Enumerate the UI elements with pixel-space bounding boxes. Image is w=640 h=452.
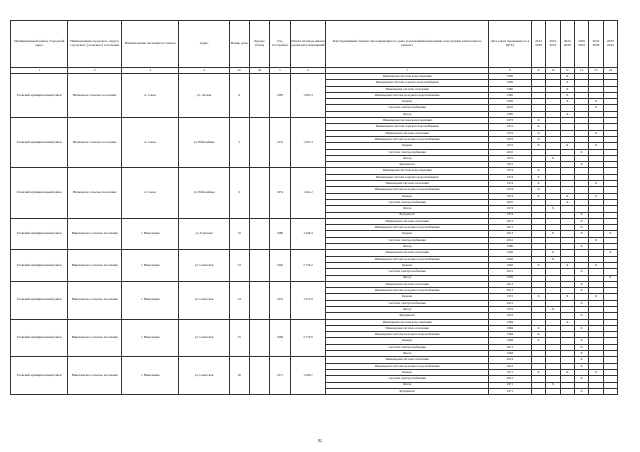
period-mark-cell: X <box>603 231 617 237</box>
build-year-cell: 1986 <box>270 218 290 249</box>
build-year-cell: 1985 <box>270 74 290 118</box>
prior-repair-date-cell: 1972 <box>488 162 531 168</box>
element-cell: Фасад <box>326 382 489 388</box>
period-mark-cell: X <box>589 193 603 199</box>
prior-repair-date-cell: 1985 <box>488 111 531 117</box>
table-body <box>11 74 618 395</box>
element-cell: Фасад <box>326 206 489 212</box>
period-mark-cell: X <box>531 338 545 344</box>
column-number: 4 <box>179 68 229 74</box>
period-mark-cell: X <box>589 181 603 187</box>
column-number: 14 <box>603 68 617 74</box>
header-cell: Корпус (блок) <box>249 21 269 68</box>
period-mark-cell: X <box>560 294 574 300</box>
element-cell: Инженерная система отопления <box>326 325 489 331</box>
period-mark-cell: X <box>574 338 588 344</box>
prior-repair-date-cell: 1992 <box>488 256 531 262</box>
locality-cell: с. Николаевка <box>122 250 179 281</box>
rayon-cell: Еланский муниципальный район <box>11 218 68 249</box>
settlement-cell: Николаевское сельское поселение <box>68 281 122 319</box>
column-number: 10 <box>546 68 560 74</box>
period-mark-cell: X <box>560 111 574 117</box>
element-cell: Система электроснабжения <box>326 149 489 155</box>
element-cell: Инженерная система отопления <box>326 281 489 287</box>
element-cell: Инженерная система отопления <box>326 218 489 224</box>
column-number: 13 <box>589 68 603 74</box>
element-cell: Система электроснабжения <box>326 237 489 243</box>
rayon-cell: Еланский муниципальный район <box>11 250 68 281</box>
period-mark-cell <box>589 388 603 394</box>
prior-repair-date-cell: 1974 <box>488 212 531 218</box>
period-mark-cell <box>603 388 617 394</box>
prior-repair-date-cell: 1992 <box>488 275 531 281</box>
house-number-cell: 10 <box>229 218 249 249</box>
element-cell: Фундамент <box>326 162 489 168</box>
period-mark-cell: X <box>589 262 603 268</box>
area-cell: 1 075.0 <box>290 281 326 319</box>
prior-repair-date-cell: 2013 <box>488 225 531 231</box>
period-mark-cell: X <box>546 206 560 212</box>
locality-cell: п. Сокол <box>122 74 179 118</box>
element-cell: Крыша <box>326 231 489 237</box>
header-cell: 2019 2023 <box>546 21 560 68</box>
period-mark-cell: X <box>589 130 603 136</box>
element-cell: Фасад <box>326 306 489 312</box>
prior-repair-date-cell: 2010 <box>488 149 531 155</box>
period-mark-cell: X <box>574 313 588 319</box>
prior-repair-date-cell: 1972 <box>488 155 531 161</box>
prior-repair-date-cell: 1984 <box>488 332 531 338</box>
element-cell: Инженерная система отопления <box>326 181 489 187</box>
prior-repair-date-cell: 1985 <box>488 74 531 80</box>
element-cell: Инженерная система отопления <box>326 357 489 363</box>
period-mark-cell: X <box>531 174 545 180</box>
period-mark-cell: X <box>546 306 560 312</box>
prior-repair-date-cell: 1971 <box>488 388 531 394</box>
prior-repair-date-cell: 2012 <box>488 300 531 306</box>
locality-cell: с. Николаевка <box>122 218 179 249</box>
element-cell: Инженерная система водоотведения <box>326 118 489 124</box>
element-cell: Инженерная система холодного водоснабжения <box>326 136 489 142</box>
element-cell: Система электроснабжения <box>326 376 489 382</box>
period-mark-cell: X <box>531 262 545 268</box>
period-mark-cell: X <box>589 369 603 375</box>
element-cell: Система электроснабжения <box>326 269 489 275</box>
locality-cell: с. Николаевка <box>122 319 179 357</box>
building-block-cell <box>249 218 269 249</box>
build-year-cell: 1972 <box>270 281 290 319</box>
address-cell: ул. Лесная <box>179 74 229 118</box>
period-mark-cell: X <box>560 369 574 375</box>
period-mark-cell <box>531 388 545 394</box>
prior-repair-date-cell: 2013 <box>488 231 531 237</box>
address-cell: ул. Советская <box>179 319 229 357</box>
prior-repair-date-cell: 2013 <box>488 344 531 350</box>
column-number: 5 <box>270 68 290 74</box>
header-cell: Общая площадь жилых (нежилых) помещений <box>290 21 326 68</box>
header-cell: 2029 2033 <box>574 21 588 68</box>
document-sheet <box>10 20 618 395</box>
settlement-cell: Ничковское сельское поселение <box>68 168 122 218</box>
period-mark-cell <box>560 388 574 394</box>
period-mark-cell: X <box>589 99 603 105</box>
period-mark-cell: X <box>574 162 588 168</box>
period-mark-cell: X <box>574 281 588 287</box>
prior-repair-date-cell: 1971 <box>488 369 531 375</box>
element-cell: Инженерная система холодного водоснабжения <box>326 187 489 193</box>
period-mark-cell: X <box>574 218 588 224</box>
prior-repair-date-cell: 1974 <box>488 174 531 180</box>
header-cell: Дата ранее проведенного в КР Е) <box>488 21 531 68</box>
period-mark-cell: X <box>531 181 545 187</box>
header-cell: Конструктивный элемент многоквартирного дома, подлежащий включению в программу капитального ремонта <box>326 21 489 68</box>
period-mark-cell: X <box>560 193 574 199</box>
period-mark-cell: X <box>560 80 574 86</box>
header-cell: Год постройки <box>270 21 290 68</box>
column-number: 9 <box>531 68 545 74</box>
house-number-cell: 23 <box>229 250 249 281</box>
address-cell: ул. Советская <box>179 281 229 319</box>
prior-repair-date-cell: 1992 <box>488 250 531 256</box>
prior-repair-date-cell: 2010 <box>488 105 531 111</box>
period-mark-cell: X <box>560 92 574 98</box>
header-cell: 2014 2018 <box>531 21 545 68</box>
element-cell: Система электроснабжения <box>326 344 489 350</box>
period-mark-cell: X <box>531 130 545 136</box>
settlement-cell: Ничковское сельское поселение <box>68 118 122 168</box>
prior-repair-date-cell: 1972 <box>488 118 531 124</box>
locality-cell: с. Николаевка <box>122 357 179 395</box>
period-mark-cell: X <box>560 319 574 325</box>
header-cell: 2034 2038 <box>589 21 603 68</box>
house-number-cell: 5 <box>229 118 249 168</box>
period-mark-cell: X <box>531 325 545 331</box>
prior-repair-date-cell: 1974 <box>488 168 531 174</box>
element-cell: Фасад <box>326 244 489 250</box>
settlement-cell: Николаевское сельское поселение <box>68 357 122 395</box>
address-cell: ул. Юбилейная <box>179 118 229 168</box>
column-number: 4б <box>249 68 269 74</box>
building-block-cell <box>249 118 269 168</box>
building-block-cell <box>249 74 269 118</box>
period-mark-cell: X <box>546 250 560 256</box>
area-cell: 2 770.2 <box>290 250 326 281</box>
element-cell: Инженерная система холодного водоснабжения <box>326 225 489 231</box>
prior-repair-date-cell: 1974 <box>488 206 531 212</box>
element-cell: Инженерная система холодного водоснабжения <box>326 92 489 98</box>
header-cell: Номер дома <box>229 21 249 68</box>
element-cell: Фундамент <box>326 388 489 394</box>
rayon-cell: Еланский муниципальный район <box>11 118 68 168</box>
period-mark-cell: X <box>574 376 588 382</box>
prior-repair-date-cell: 1971 <box>488 382 531 388</box>
header-cell: Наименование населенного пункта <box>122 21 179 68</box>
rayon-cell: Еланский муниципальный район <box>11 281 68 319</box>
period-mark-cell: X <box>574 300 588 306</box>
period-mark-cell: X <box>531 369 545 375</box>
element-cell: Система электроснабжения <box>326 300 489 306</box>
element-cell: Инженерная система водоотведения <box>326 168 489 174</box>
period-mark-cell: X <box>589 237 603 243</box>
period-mark-cell: X <box>574 351 588 357</box>
period-mark-cell: X <box>560 74 574 80</box>
element-cell: Крыша <box>326 262 489 268</box>
address-cell: ул. Советская <box>179 357 229 395</box>
address-cell: ул. Юбилейная <box>179 168 229 218</box>
element-cell: Фасад <box>326 111 489 117</box>
building-block-cell <box>249 319 269 357</box>
prior-repair-date-cell: 1972 <box>488 124 531 130</box>
element-cell: Инженерная система отопления <box>326 130 489 136</box>
element-cell: Фундамент <box>326 212 489 218</box>
rayon-cell: Еланский муниципальный район <box>11 168 68 218</box>
element-cell: Инженерная система холодного водоснабжения <box>326 256 489 262</box>
building-block-cell <box>249 281 269 319</box>
prior-repair-date-cell: 2013 <box>488 281 531 287</box>
element-cell: Инженерная система водоотведения <box>326 319 489 325</box>
prior-repair-date-cell: 1972 <box>488 136 531 142</box>
period-mark-cell: X <box>531 187 545 193</box>
prior-repair-date-cell: 2013 <box>488 288 531 294</box>
element-cell: Система электроснабжения <box>326 105 489 111</box>
period-mark-cell: X <box>574 225 588 231</box>
header-cell: Наименование городского округа, городского (сельского) поселения <box>68 21 122 68</box>
house-number-cell: 25 <box>229 319 249 357</box>
build-year-cell: 1984 <box>270 319 290 357</box>
locality-cell: п. Сокол <box>122 168 179 218</box>
period-mark-cell: X <box>589 294 603 300</box>
locality-cell: с. Николаевка <box>122 281 179 319</box>
prior-repair-date-cell: 1972 <box>488 313 531 319</box>
prior-repair-date-cell: 2012 <box>488 376 531 382</box>
settlement-cell: Николаевское сельское поселение <box>68 218 122 249</box>
period-mark-cell: X <box>531 136 545 142</box>
period-mark-cell: X <box>546 231 560 237</box>
element-cell: Инженерная система холодного водоснабжения <box>326 332 489 338</box>
period-mark-cell: X <box>574 231 588 237</box>
element-cell: Крыша <box>326 193 489 199</box>
period-mark-cell: X <box>531 124 545 130</box>
rayon-cell: Еланский муниципальный район <box>11 357 68 395</box>
settlement-cell: Николаевское сельское поселение <box>68 250 122 281</box>
header-cell: 2024 2028 <box>560 21 574 68</box>
element-cell: Крыша <box>326 369 489 375</box>
area-cell: 1 647.4 <box>290 118 326 168</box>
prior-repair-date-cell: 2012 <box>488 237 531 243</box>
header-cell: 2039 2043 <box>603 21 617 68</box>
period-mark-cell: X <box>531 168 545 174</box>
column-number: 6 <box>290 68 326 74</box>
period-mark-cell: X <box>589 143 603 149</box>
period-mark-cell: X <box>589 105 603 111</box>
period-mark-cell: X <box>574 269 588 275</box>
area-cell: 2 770.0 <box>290 319 326 357</box>
page-number: 82 <box>318 438 322 443</box>
build-year-cell: 1974 <box>270 168 290 218</box>
element-cell: Крыша <box>326 143 489 149</box>
column-number: 8 <box>488 68 531 74</box>
period-mark-cell: X <box>574 357 588 363</box>
build-year-cell: 1971 <box>270 357 290 395</box>
period-mark-cell: X <box>560 199 574 205</box>
period-mark-cell: X <box>560 86 574 92</box>
prior-repair-date-cell: 2012 <box>488 269 531 275</box>
area-cell: 1 641.2 <box>290 168 326 218</box>
period-mark-cell: X <box>574 325 588 331</box>
period-mark-cell: X <box>574 212 588 218</box>
period-mark-cell: X <box>531 332 545 338</box>
address-cell: ул. Еланская <box>179 218 229 249</box>
rayon-cell: Еланский муниципальный район <box>11 74 68 118</box>
element-cell: Крыша <box>326 294 489 300</box>
prior-repair-date-cell: 1984 <box>488 325 531 331</box>
element-cell: Инженерная система горячего водоснабжения <box>326 124 489 130</box>
address-cell: ул. Советская <box>179 250 229 281</box>
period-mark-cell: X <box>574 388 588 394</box>
period-mark-cell: X <box>574 149 588 155</box>
locality-cell: п. Сокол <box>122 118 179 168</box>
period-mark-cell: X <box>546 256 560 262</box>
period-mark-cell: X <box>603 250 617 256</box>
period-mark-cell: X <box>546 155 560 161</box>
period-mark-cell: X <box>531 294 545 300</box>
prior-repair-date-cell: 1974 <box>488 181 531 187</box>
house-number-cell: 26 <box>229 357 249 395</box>
build-year-cell: 1972 <box>270 118 290 168</box>
element-cell: Инженерная система отопления <box>326 250 489 256</box>
period-mark-cell: X <box>560 99 574 105</box>
element-cell: Инженерная система горячего водоснабжения <box>326 174 489 180</box>
house-number-cell: 6 <box>229 168 249 218</box>
house-number-cell: 9 <box>229 74 249 118</box>
prior-repair-date-cell: 2010 <box>488 199 531 205</box>
column-number: 12 <box>574 68 588 74</box>
element-cell: Система электроснабжения <box>326 199 489 205</box>
element-cell: Фасад <box>326 351 489 357</box>
period-mark-cell: X <box>574 244 588 250</box>
element-cell: Фундамент <box>326 313 489 319</box>
period-mark-cell: X <box>531 118 545 124</box>
header-cell: Адрес <box>179 21 229 68</box>
element-cell: Крыша <box>326 338 489 344</box>
prior-repair-date-cell: 1985 <box>488 99 531 105</box>
period-mark-cell: X <box>603 275 617 281</box>
prior-repair-date-cell: 2013 <box>488 218 531 224</box>
area-cell: 1 069.7 <box>290 357 326 395</box>
prior-repair-date-cell: 1972 <box>488 143 531 149</box>
header-row <box>11 21 618 68</box>
column-number: 4a <box>229 68 249 74</box>
prior-repair-date-cell: 1972 <box>488 306 531 312</box>
element-cell: Инженерная система горячего водоснабжения <box>326 80 489 86</box>
period-mark-cell: X <box>546 382 560 388</box>
settlement-cell: Николаевское сельское поселение <box>68 319 122 357</box>
prior-repair-date-cell: 1984 <box>488 351 531 357</box>
repair-program-table <box>10 20 618 395</box>
prior-repair-date-cell: 1985 <box>488 86 531 92</box>
prior-repair-date-cell: 1985 <box>488 80 531 86</box>
period-mark-cell <box>546 388 560 394</box>
prior-repair-date-cell: 1974 <box>488 193 531 199</box>
element-cell: Инженерная система отопления <box>326 86 489 92</box>
column-number: 2 <box>68 68 122 74</box>
period-mark-cell: X <box>560 262 574 268</box>
prior-repair-date-cell: 1972 <box>488 130 531 136</box>
prior-repair-date-cell: 1985 <box>488 92 531 98</box>
settlement-cell: Ничковское сельское поселение <box>68 74 122 118</box>
house-number-cell: 24 <box>229 281 249 319</box>
period-mark-cell: X <box>574 288 588 294</box>
area-cell: 1 663.3 <box>290 74 326 118</box>
building-block-cell <box>249 168 269 218</box>
element-cell: Фасад <box>326 155 489 161</box>
area-cell: 1 649.4 <box>290 218 326 249</box>
building-block-cell <box>249 357 269 395</box>
prior-repair-date-cell: 1984 <box>488 338 531 344</box>
period-mark-cell: X <box>574 363 588 369</box>
period-mark-cell: X <box>574 344 588 350</box>
prior-repair-date-cell: 1992 <box>488 262 531 268</box>
column-number: 11 <box>560 68 574 74</box>
element-cell: Инженерная система водоотведения <box>326 74 489 80</box>
build-year-cell: 1992 <box>270 250 290 281</box>
header-cell: Муниципальный район, Городской округ <box>11 21 68 68</box>
prior-repair-date-cell: 1984 <box>488 319 531 325</box>
element-cell: Фасад <box>326 275 489 281</box>
column-number: 1 <box>11 68 68 74</box>
period-mark-cell: X <box>531 193 545 199</box>
prior-repair-date-cell: 1974 <box>488 187 531 193</box>
period-mark-cell: X <box>531 143 545 149</box>
prior-repair-date-cell: 1986 <box>488 244 531 250</box>
rayon-cell: Еланский муниципальный район <box>11 319 68 357</box>
prior-repair-date-cell: 2012 <box>488 357 531 363</box>
column-number: 3 <box>122 68 179 74</box>
element-cell: Крыша <box>326 99 489 105</box>
period-mark-cell: X <box>560 143 574 149</box>
prior-repair-date-cell: 1972 <box>488 294 531 300</box>
column-number: 7 <box>326 68 489 74</box>
element-cell: Инженерная система холодного водоснабжения <box>326 363 489 369</box>
element-cell: Инженерная система холодного водоснабжения <box>326 288 489 294</box>
building-block-cell <box>249 250 269 281</box>
prior-repair-date-cell: 2012 <box>488 363 531 369</box>
